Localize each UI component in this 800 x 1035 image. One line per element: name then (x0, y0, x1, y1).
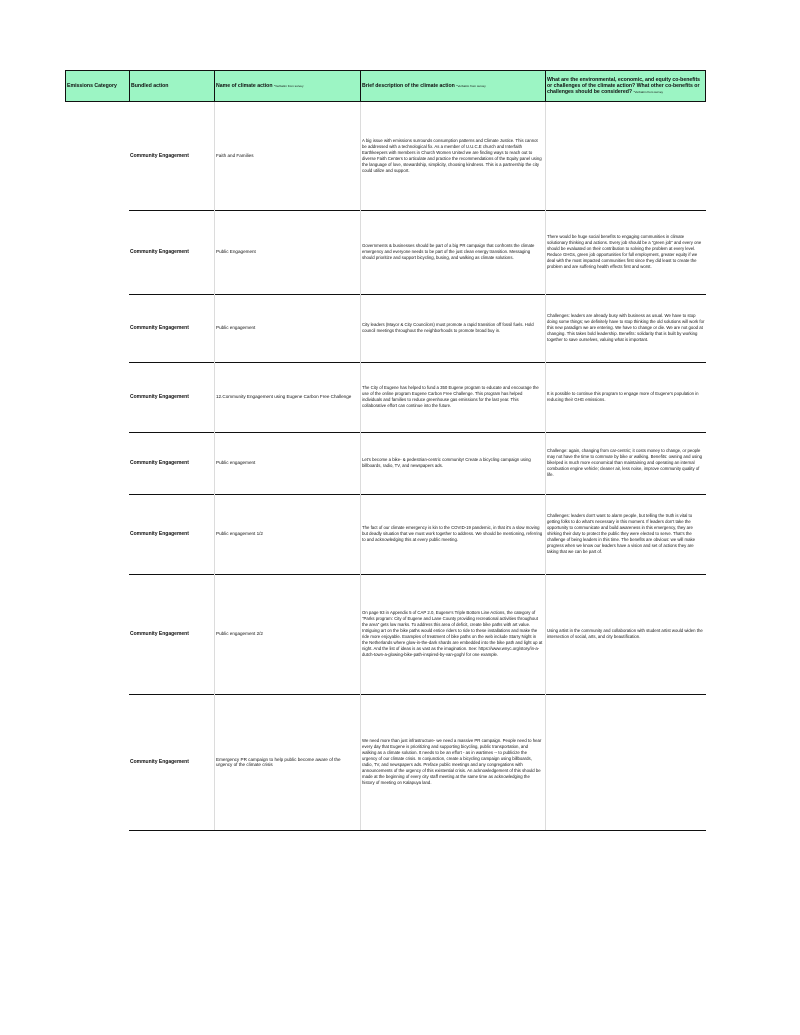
action-name-cell[interactable]: Public Engagement (214, 210, 360, 294)
header-bundled-action[interactable] (129, 70, 215, 102)
description-cell[interactable]: The fact of our climate emergency is kin to the COVID-19 pandemic, in that it's a slow moving but deadly situation that we must work together to address. We should be mentioning, referring to and acknowledging this at every public meeting. (360, 494, 545, 574)
bundled-action-cell[interactable]: Community Engagement (130, 394, 189, 400)
table-row (129, 432, 706, 495)
table-row (129, 494, 706, 575)
table-row (129, 574, 706, 695)
cobenefits-cell[interactable]: It is possible to continue this program to engage more of Eugene's population in reducing their GHG emissions. (545, 362, 706, 432)
header-climate-action-name-label: Name of climate action (216, 82, 273, 89)
cobenefits-cell[interactable]: Using artist in the community and collaboration with student artist would widen the intersection of social, arts, and city beautification. (545, 574, 706, 694)
header-name-note: *Verbatim from survey (273, 83, 304, 88)
description-cell[interactable]: On page 93 in Appendix 5 of CAP 2.0, Eugene's Triple Bottom Line Actions, the category of "Parks program: City of Eugene and Lane County providing recreational activities throughout the area" gets low marks. To address this area of deficit, create bike paths with art value. Intriguing art on the bike paths would entice riders to ride to these installations and make the ride more enjoyable. Examples of treatment of bike paths on the web include Starry Night in the Netherlands where glow-in-the-dark shards are embedded into the bike path and light up at night. And the list of ideas is as vast as the imagination. See: https://www.wnyc.org/story/in-a-dutch-town-a-glowing-bike-path-inspired-by-van-gogh/ for one example. (360, 574, 545, 694)
spreadsheet (65, 70, 706, 785)
bundled-action-cell[interactable]: Community Engagement (130, 531, 189, 537)
header-description[interactable] (360, 70, 546, 102)
header-description-note: *Verbatim from survey (456, 83, 486, 88)
header-bundled-action-label: Bundled action (131, 82, 169, 89)
table-row (129, 102, 706, 211)
action-name-cell[interactable]: Emergency PR campaign to help public become aware of the urgency of the climate crisis (214, 694, 360, 830)
table-row (129, 210, 706, 295)
description-cell[interactable]: City leaders (Mayor & City Councilors) must promote a rapid transition off fossil fuels. Hold council meetings throughout the neighborhoods to promote broad buy in. (360, 294, 545, 362)
action-name-cell[interactable]: Public engagement (214, 294, 360, 362)
action-name-cell[interactable]: 12.Community Engagement using Eugene Carbon Free Challenge (214, 362, 360, 432)
header-cobenefits[interactable] (545, 70, 706, 102)
cobenefits-cell[interactable] (545, 102, 706, 210)
description-cell[interactable]: A big issue with emissions surrounds consumption patterns and Climate Justice. This cannot be addressed with a technological fix. As a member of U.U.C.E church and Interfaith Earthkeepers with members in Church Women United we are finding ways to reach out to diverse Faith Centers to articulate and practice the recommendations of the Equity panel using the language of love, stewardship, simplicity, choosing kindness. This is a partnership the city could utilize and support. (360, 102, 545, 210)
header-cobenefits-label: What are the environmental, economic, and equity co-benefits or challenges of the climate action? What other co-benefits or challenges should be considered? (547, 76, 701, 96)
bundled-action-cell[interactable]: Community Engagement (130, 460, 189, 466)
action-name-cell[interactable]: Public engagement (214, 432, 360, 494)
bundled-action-cell[interactable]: Community Engagement (130, 759, 189, 765)
bundled-action-cell[interactable]: Community Engagement (130, 631, 189, 637)
cobenefits-cell[interactable]: Challenges: leaders don't want to alarm people, but telling the truth is vital to getting folks to do what's necessary in this moment. If leaders don't take the opportunity to communicate and build awareness in this emergency, they are shirking their duty to protect the public they were elected to serve. That's the challenge of being leaders in this time. The benefits are obvious: we will make progress when we know our leaders have a vision and set of actions they are taking that we can be part of. (545, 494, 706, 574)
table-row (129, 294, 706, 363)
description-cell[interactable]: Governments & businesses should be part of a big PR campaign that confronts the climate emergency and everyone needs to be part of the just clean energy transition. Messaging should prioritize and support bicycling, busing, and walking as climate solutions. (360, 210, 545, 294)
description-cell[interactable]: The City of Eugene has helped to fund a 350 Eugene program to educate and encourage the use of the online program Eugene Carbon Free Challenge. This program has helped individuals and families to reduce greenhouse gas emissions for the last year. This collaborative effort can continue into the future. (360, 362, 545, 432)
header-emissions-category-label: Emissions Category (67, 82, 117, 89)
cobenefits-cell[interactable]: Challenge: again, changing from car-centric; it costs money to change, or people may not have the time to commute by bike or walking. Benefits: owning and using bike/ped is much more economical than maintaining and operating an internal combustion engine vehicle; cleaner air, less noise, improve community quality of life. (545, 432, 706, 494)
description-cell[interactable]: We need more than just infrastructure- we need a massive PR campaign. People need to hear every day that Eugene is prioritizing and supporting bicycling, public transportation, and walking as a climate solution. It needs to be an effort - as in wartimes -- to publicize the urgency of our climate crisis. In conjunction, create a bicycling campaign using billboards, radio, TV, and newspapers ads. Preface public meetings and any congregations with announcements of the urgency of this existential crisis. An acknowledgement of this should be made at the beginning of every city staff meeting at the same time as acknowledging the history of meeting on Kalapuya land. (360, 694, 545, 830)
action-name-cell[interactable]: Public engagement 1/2 (214, 494, 360, 574)
bundled-action-cell[interactable]: Community Engagement (130, 249, 189, 255)
bundled-action-cell[interactable]: Community Engagement (130, 153, 189, 159)
header-climate-action-name[interactable] (214, 70, 361, 102)
cobenefits-cell[interactable] (545, 694, 706, 830)
action-name-cell[interactable]: Faith and Families (214, 102, 360, 210)
bundled-action-cell[interactable]: Community Engagement (130, 325, 189, 331)
header-cobenefits-note: *Verbatim from survey (633, 90, 664, 95)
cobenefits-cell[interactable]: There would be huge social benefits to engaging communities in climate solutionary thinking and actions. Every job should be a "green job" and every one should be evaluated on their contribution to solving the problem at every level. Reduce GHGs, green job opportunities for full employment, greater equity if we deal with the most impacted communities first since they did least to create the problem and are suffering health effects first and worst. (545, 210, 706, 294)
header-row (65, 70, 706, 102)
cobenefits-cell[interactable]: Challenges: leaders are already busy with business as usual. We have to stop doing some things; we definitely have to stop thinking the old solutions will work for this new paradigm we are entering. We have to change or die. We are not good at changing. This takes bold leadership. Benefits: solidarity that is built by working together to save ourselves, valuing what is important. (545, 294, 706, 362)
description-cell[interactable]: Let's become a bike- & pedestrian-centric community! Create a bicycling campaign using billboards, radio, TV, and newspapers ads. (360, 432, 545, 494)
table-row (129, 362, 706, 433)
action-name-cell[interactable]: Public engagement 2/2 (214, 574, 360, 694)
table-row (129, 694, 706, 831)
header-description-label: Brief description of the climate action (362, 82, 455, 89)
header-emissions-category[interactable] (65, 70, 130, 102)
